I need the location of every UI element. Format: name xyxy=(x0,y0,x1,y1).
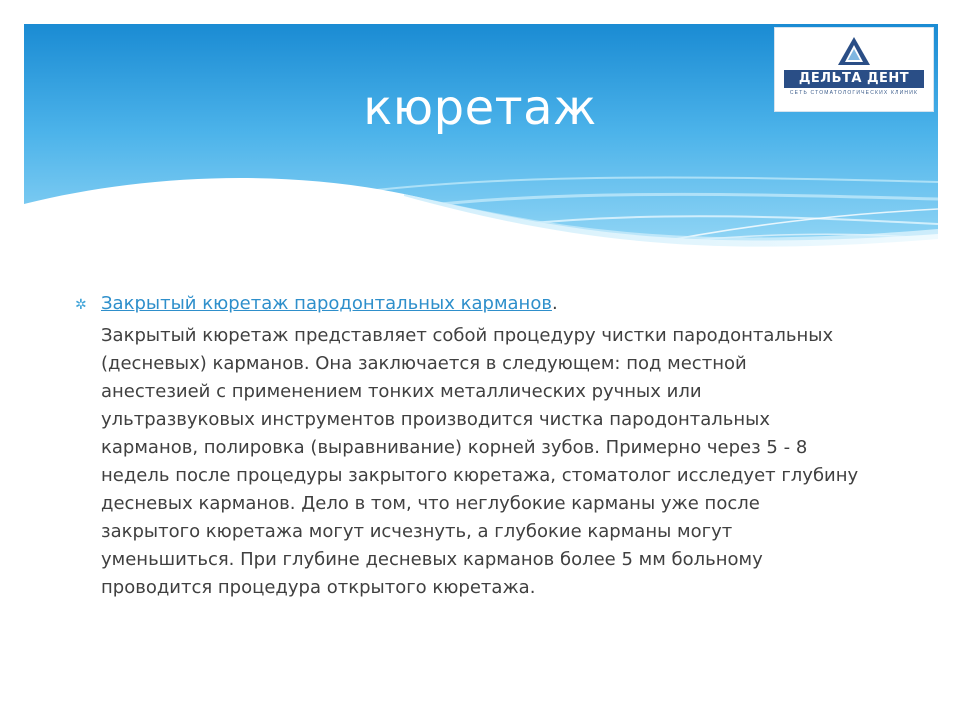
link-suffix: . xyxy=(551,293,558,314)
bullet-item xyxy=(75,290,865,318)
slide-content xyxy=(75,290,865,602)
body-paragraph: Закрытый кюретаж представляет собой процедуру чистки пародонтальных (десневых) карманов. Она заключается в следующем: под местной анестезией с применением тонких металлических ручных или ультразвуковых инструментов производится чистка пародонтальных карманов, полировка (выравнивание) корней зубов. Примерно через 5 - 8 недель после процедуры закрытого кюретажа, стоматолог исследует глубину десневых карманов. Дело в том, что неглубокие карманы уже после закрытого кюретажа могут исчезнуть, а глубокие карманы могут уменьшиться. При глубине десневых карманов более 5 мм больному проводится процедура открытого кюретажа. xyxy=(101,325,859,598)
logo-wordmark: ДЕЛЬТА ДЕНТ xyxy=(784,70,924,88)
company-logo xyxy=(774,27,934,112)
logo-tagline: СЕТЬ СТОМАТОЛОГИЧЕСКИХ КЛИНИК xyxy=(789,90,919,96)
topic-link[interactable]: Закрытый кюретаж пародонтальных карманов xyxy=(101,293,552,314)
slide-title: кюретаж xyxy=(363,80,597,136)
delta-triangle-icon xyxy=(836,36,872,66)
bullet-star-icon: ✲ xyxy=(75,297,87,313)
